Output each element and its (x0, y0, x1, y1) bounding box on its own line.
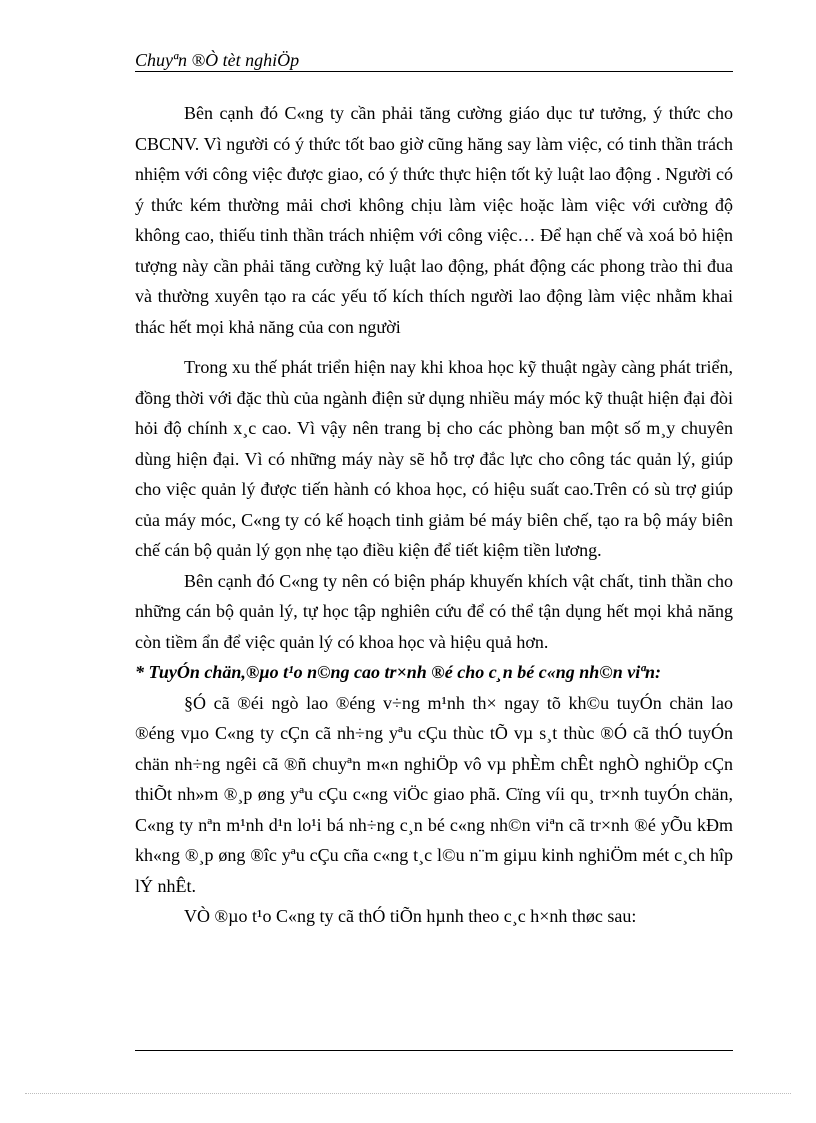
page-header-title: Chuyªn ®Ò tèt nghiÖp (135, 50, 300, 70)
paragraph-training-forms: VÒ ®µo t¹o C«ng ty cã thÓ tiÕn hµnh theo c¸c h×nh thøc sau: (184, 906, 637, 926)
footer-rule (135, 1050, 733, 1051)
header-rule (135, 71, 733, 72)
paragraph-ideology-education: Bên cạnh đó C«ng ty cần phải tăng cường giáo dục tư tưởng, ý thức cho CBCNV. Vì người có ý thức tốt bao giờ cũng hăng say làm việc, có tinh thần trách nhiệm với công việc được giao, có ý thức thực hiện tốt kỷ luật lao động . Người có ý thức kém thường mải chơi không chịu làm việc hoặc làm việc với cường độ không cao, thiếu tinh thần trách nhiệm với công việc… Để hạn chế và xoá bỏ hiện tượng này cần phải tăng cường kỷ luật lao động, phát động các phong trào thi đua và thường xuyên tạo ra các yếu tố kích thích người lao động làm việc nhằm khai thác hết mọi khả năng của con người (135, 103, 733, 337)
paragraph-recruitment: §Ó cã ®éi ngò lao ®éng v÷ng m¹nh th× ngay tõ kh©u tuyÓn chän lao ®éng vµo C«ng ty cÇn cã nh÷ng yªu cÇu thùc tÕ vµ s¸t thùc ®Ó cã thÓ tuyÓn chän nh÷ng ngêi cã ®ñ chuyªn m«n nghiÖp vô vµ phÈm chÊt nghÒ nghiÖp cÇn thiÕt nh»m ®¸p øng yªu cÇu c«ng viÖc giao phã. Cïng víi qu¸ tr×nh tuyÓn chän, C«ng ty nªn m¹nh d¹n lo¹i bá nh÷ng c¸n bé c«ng nh©n viªn cã tr×nh ®é yÕu kÐm kh«ng ®¸p øng ®îc yªu cÇu cña c«ng t¸c l©u n¨m giµu kinh nghiÖm mét c¸ch hîp lÝ nhÊt. (135, 692, 733, 896)
paragraph-incentives: Bên cạnh đó C«ng ty nên có biện pháp khuyến khích vật chất, tinh thần cho những cán bộ quản lý, tự học tập nghiên cứu để có thể tận dụng hết mọi khả năng còn tiềm ẩn để việc quản lý có khoa học và hiệu quả hơn. (135, 570, 733, 652)
document-body (135, 98, 733, 932)
paragraph-modern-equipment: Trong xu thế phát triển hiện nay khi khoa học kỹ thuật ngày càng phát triển, đồng thời với đặc thù của ngành điện sử dụng nhiều máy móc kỹ thuật hiện đại đòi hỏi độ chính x¸c cao. Vì vậy nên trang bị cho các phòng ban một số m¸y chuyên dùng hiện đại. Vì có những máy này sẽ hỗ trợ đắc lực cho công tác quản lý, giúp cho việc quản lý được tiến hành có khoa học, có hiệu suất cao.Trên có sù trợ giúp của máy móc, C«ng ty có kế hoạch tinh giảm bé máy biên chế, tạo ra bộ máy biên chế cán bộ quản lý gọn nhẹ tạo điều kiện để tiết kiệm tiền lương. (135, 357, 733, 560)
section-heading-recruitment-training: * TuyÓn chän,®µo t¹o n©ng cao tr×nh ®é cho c¸n bé c«ng nh©n viªn: (135, 662, 661, 682)
page-bottom-edge (25, 1093, 791, 1094)
